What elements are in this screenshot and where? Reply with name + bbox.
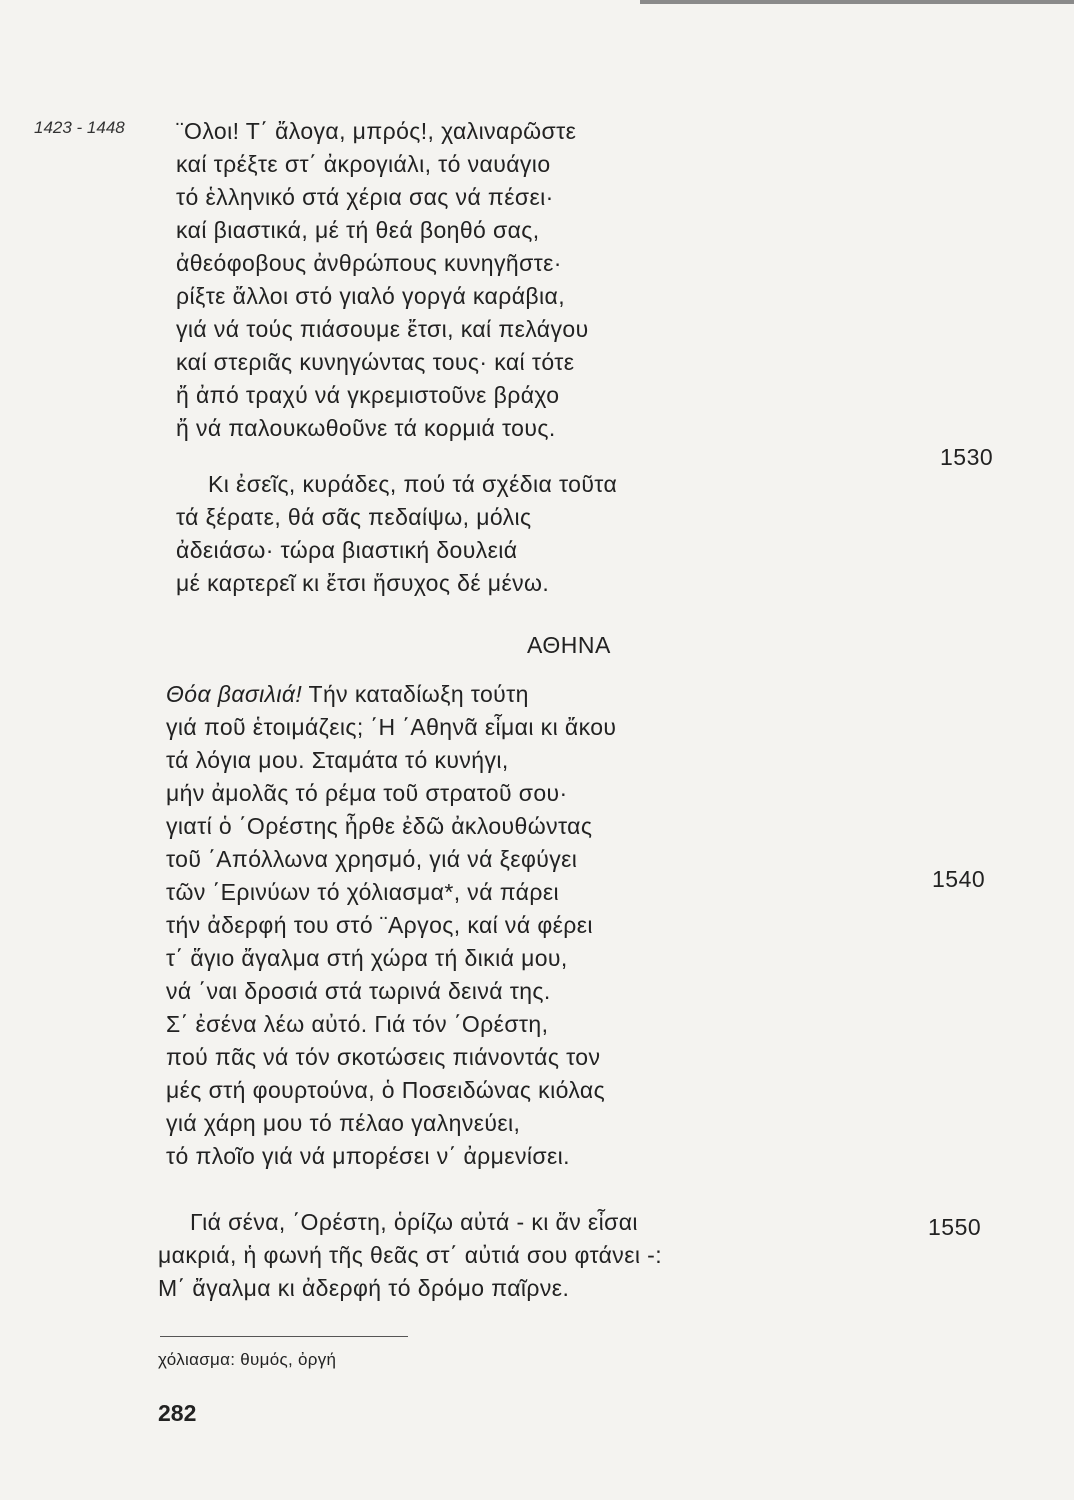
footnote: χόλιασμα: θυμός, ὀργή (158, 1350, 337, 1369)
verse-line: ἀθεόφοβους ἀνθρώπους κυνηγῆστε· (176, 250, 562, 276)
verse-line: γιά νά τούς πιάσουμε ἔτσι, καί πελάγου (176, 316, 589, 342)
verse-line: μακριά, ἡ φωνή τῆς θεᾶς στ΄ αὐτιά σου φτάνει -: (158, 1242, 663, 1268)
verse-line: καί στεριᾶς κυνηγώντας τους· καί τότε (176, 349, 575, 375)
line-number-1550: 1550 (928, 1214, 982, 1240)
verse-block-2 (176, 468, 617, 600)
verse-line: καί βιαστικά, μέ τή θεά βοηθό σας, (176, 217, 540, 243)
verse-line: τά ξέρατε, θά σᾶς πεδαίψω, μόλις (176, 504, 532, 530)
verse-line: μές στή φουρτούνα, ὁ Ποσειδώνας κιόλας (166, 1077, 606, 1103)
verse-line: Κι ἐσεῖς, κυράδες, πού τά σχέδια τοῦτα (208, 471, 618, 497)
opening-rest: Τήν καταδίωξη τούτη (302, 681, 529, 707)
verse-line: μήν ἀμολᾶς τό ρέμα τοῦ στρατοῦ σου· (166, 780, 568, 806)
verse-block-athena (166, 678, 616, 1173)
verse-line-opening (166, 678, 616, 711)
verse-line: γιά ποῦ ἑτοιμάζεις; ΄Η ΄Αθηνᾶ εἶμαι κι ἄκου (166, 714, 617, 740)
verse-range-note: 1423 - 1448 (34, 118, 125, 137)
verse-line: τό ἑλληνικό στά χέρια σας νά πέσει· (176, 184, 554, 210)
verse-line: νά ΄ναι δροσιά στά τωρινά δεινά της. (166, 978, 551, 1004)
verse-line: ἤ νά παλουκωθοῦνε τά κορμιά τους. (176, 415, 556, 441)
verse-block-4 (158, 1206, 662, 1305)
page-number: 282 (158, 1400, 197, 1426)
opening-address: Θόα βασιλιά! (166, 681, 303, 707)
speaker-heading: ΑΘΗΝΑ (527, 632, 611, 658)
verse-line: ρίξτε ἄλλοι στό γιαλό γοργά καράβια, (176, 283, 566, 309)
verse-line: Μ΄ ἄγαλμα κι ἀδερφή τό δρόμο παῖρνε. (158, 1275, 570, 1301)
line-number-1540: 1540 (932, 866, 986, 892)
verse-line: μέ καρτερεῖ κι ἔτσι ἥσυχος δέ μένω. (176, 570, 550, 596)
verse-line: ἀδειάσω· τώρα βιαστική δουλειά (176, 537, 518, 563)
verse-line: πού πᾶς νά τόν σκοτώσεις πιάνοντάς τον (166, 1044, 601, 1070)
verse-line: τῶν ΄Ερινύων τό χόλιασμα*, νά πάρει (166, 879, 559, 905)
verse-line: τά λόγια μου. Σταμάτα τό κυνήγι, (166, 747, 509, 773)
verse-line: τ΄ ἅγιο ἄγαλμα στή χώρα τή δικιά μου, (166, 945, 568, 971)
verse-line: γιατί ὁ ΄Ορέστης ἦρθε ἐδῶ ἀκλουθώντας (166, 813, 593, 839)
verse-line: ¨Ολοι! Τ΄ ἄλογα, μπρός!, χαλιναρῶστε (176, 118, 577, 144)
top-edge-rule (640, 0, 1074, 4)
verse-line: τό πλοῖο γιά νά μπορέσει ν΄ ἀρμενίσει. (166, 1143, 570, 1169)
verse-line: Σ΄ ἐσένα λέω αὐτό. Γιά τόν ΄Ορέστη, (166, 1011, 549, 1037)
verse-line: ἤ ἀπό τραχύ νά γκρεμιστοῦνε βράχο (176, 382, 560, 408)
footnote-divider (160, 1336, 408, 1337)
verse-line: τήν ἀδερφή του στό ¨Αργος, καί νά φέρει (166, 912, 593, 938)
verse-line: γιά χάρη μου τό πέλαο γαληνεύει, (166, 1110, 521, 1136)
verse-line: καί τρέξτε στ΄ ἀκρογιάλι, τό ναυάγιο (176, 151, 551, 177)
line-number-1530: 1530 (940, 444, 994, 470)
verse-line: Γιά σένα, ΄Ορέστη, ὁρίζω αὐτά - κι ἄν εἶσαι (190, 1209, 638, 1235)
verse-line: τοῦ ΄Απόλλωνα χρησμό, γιά νά ξεφύγει (166, 846, 578, 872)
verse-block-1 (176, 115, 589, 445)
